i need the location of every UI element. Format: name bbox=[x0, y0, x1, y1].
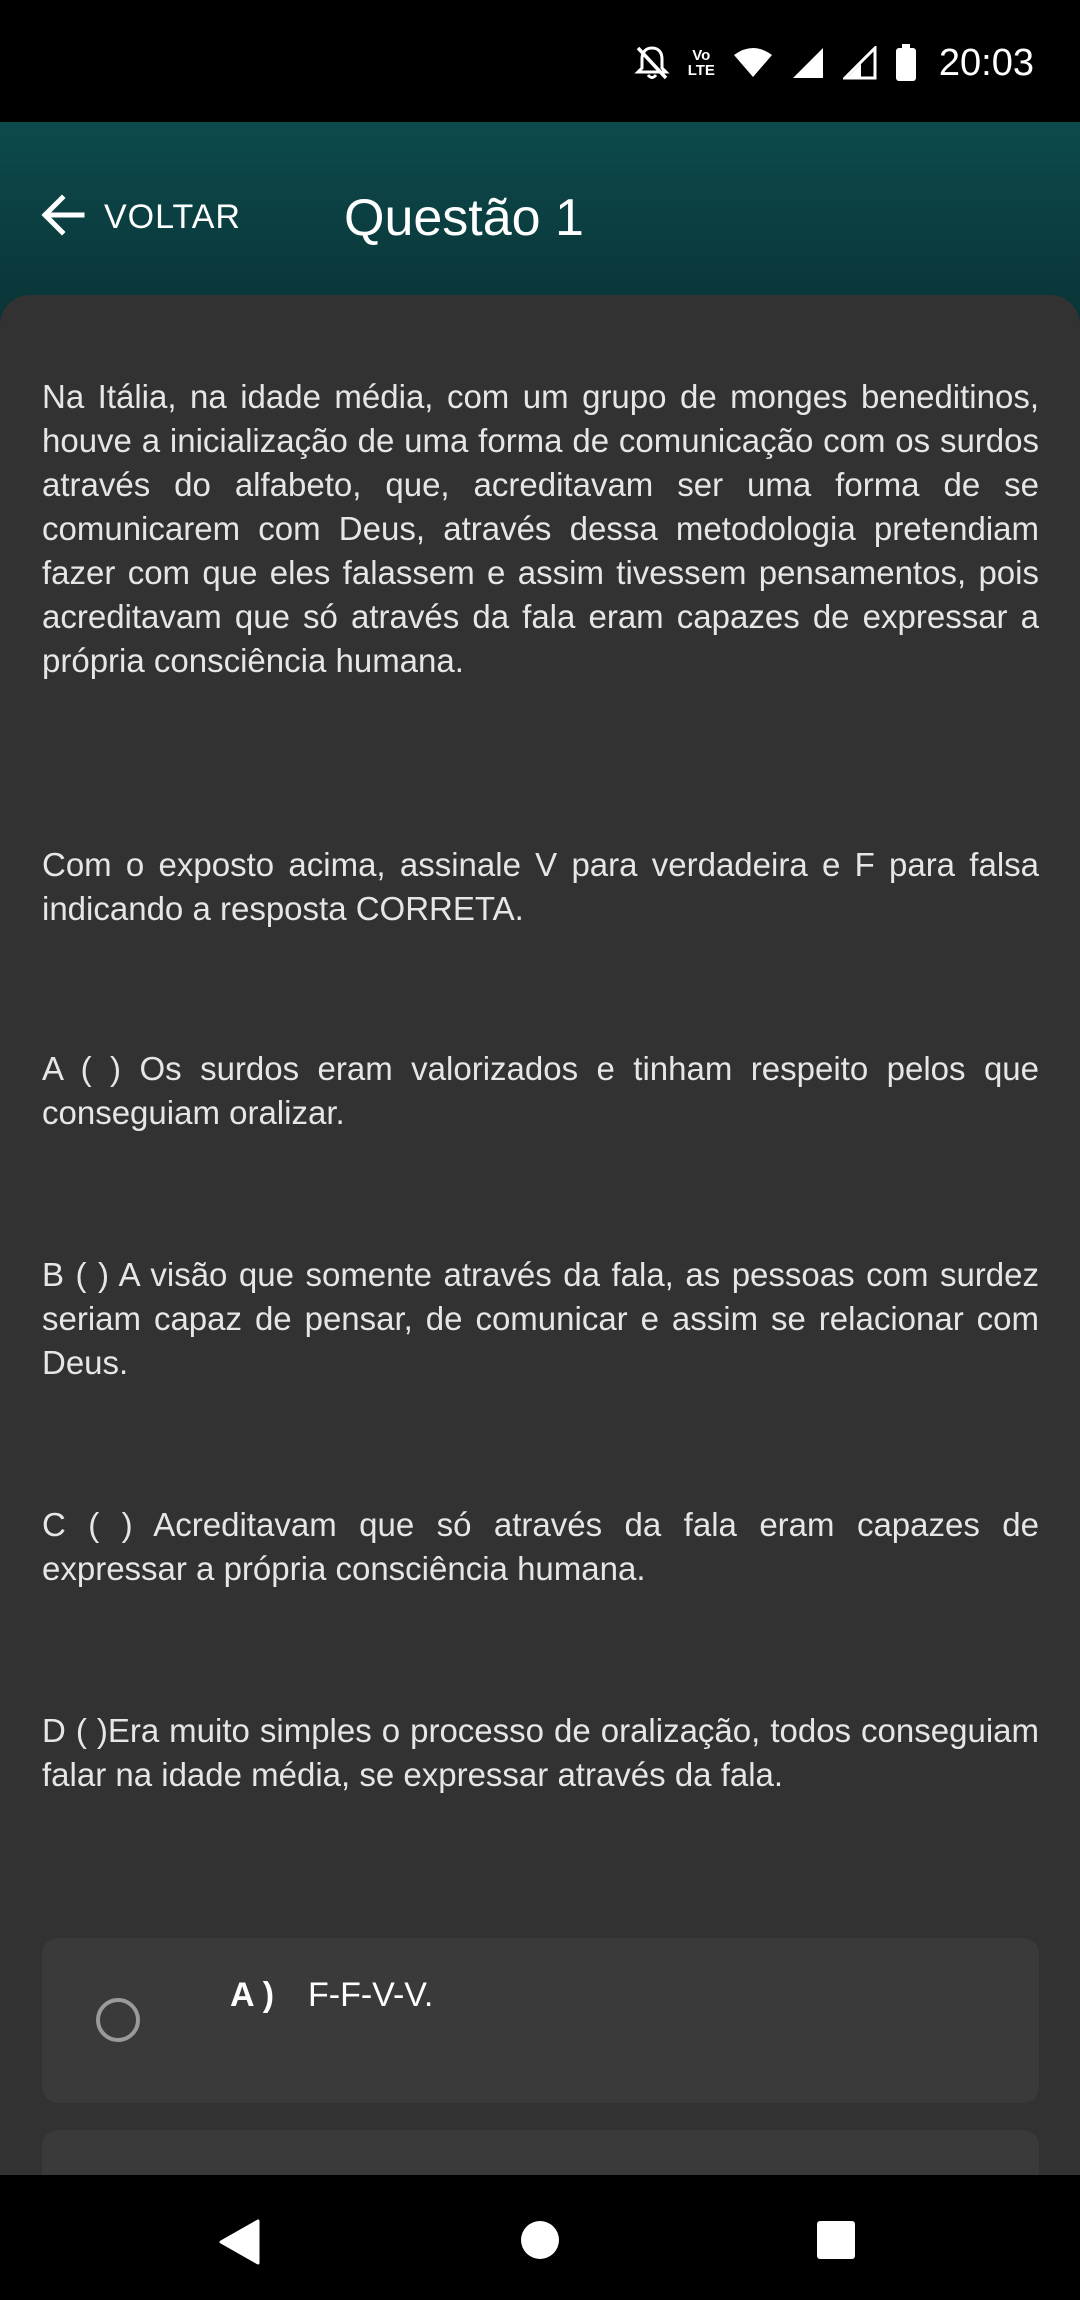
radio-button[interactable] bbox=[96, 1998, 140, 2042]
notifications-off-icon bbox=[634, 44, 670, 82]
status-time: 20:03 bbox=[938, 41, 1034, 84]
question-instruction: Com o exposto acima, assinale V para verdadeira e F para falsa indicando a resposta CORRETA. bbox=[42, 846, 1039, 927]
statement-c: C ( ) Acreditavam que só através da fala eram capazes de expressar a própria consciência humana. bbox=[42, 1506, 1039, 1587]
answer-option-b[interactable] bbox=[42, 2130, 1039, 2175]
back-label: VOLTAR bbox=[104, 197, 241, 236]
recents-square-icon[interactable] bbox=[815, 2219, 857, 2266]
status-bar bbox=[0, 0, 1080, 122]
statement-a: A ( ) Os surdos eram valorizados e tinham respeito pelos que conseguiam oralizar. bbox=[42, 1050, 1039, 1131]
question-intro: Na Itália, na idade média, com um grupo de monges beneditinos, houve a inicialização de uma forma de comunicação com os surdos através do alfabeto, que, acreditavam ser uma forma de se comunicarem com Deus, através dessa metodologia pretendiam fazer com que eles falassem e assim tivessem pensamentos, pois acreditavam que só através da fala eram capazes de expressar a própria consciência humana. bbox=[42, 378, 1039, 679]
signal-2-icon bbox=[843, 46, 877, 80]
app-header bbox=[0, 122, 1080, 322]
volte-icon: Vo LTE bbox=[687, 47, 715, 79]
wifi-icon bbox=[733, 47, 773, 79]
option-letter: A ) bbox=[230, 1976, 275, 2014]
status-icons bbox=[634, 36, 1034, 90]
answer-option-a[interactable] bbox=[42, 1938, 1039, 2103]
back-triangle-icon[interactable] bbox=[218, 2219, 260, 2270]
page-title: Questão 1 bbox=[344, 189, 584, 247]
back-button[interactable] bbox=[38, 172, 241, 262]
statement-d: D ( )Era muito simples o processo de oralização, todos conseguiam falar na idade média, se expressar através da fala. bbox=[42, 1712, 1039, 1793]
question-content[interactable] bbox=[0, 295, 1080, 2175]
signal-icon bbox=[791, 46, 825, 80]
system-nav-bar bbox=[0, 2175, 1080, 2300]
battery-icon bbox=[895, 44, 917, 82]
arrow-left-icon bbox=[38, 190, 88, 245]
statement-b: B ( ) A visão que somente através da fala, as pessoas com surdez seriam capaz de pensar, de comunicar e assim se relacionar com Deus. bbox=[42, 1256, 1039, 1381]
home-circle-icon[interactable] bbox=[519, 2219, 561, 2266]
option-text: F-F-V-V. bbox=[308, 1976, 434, 2014]
